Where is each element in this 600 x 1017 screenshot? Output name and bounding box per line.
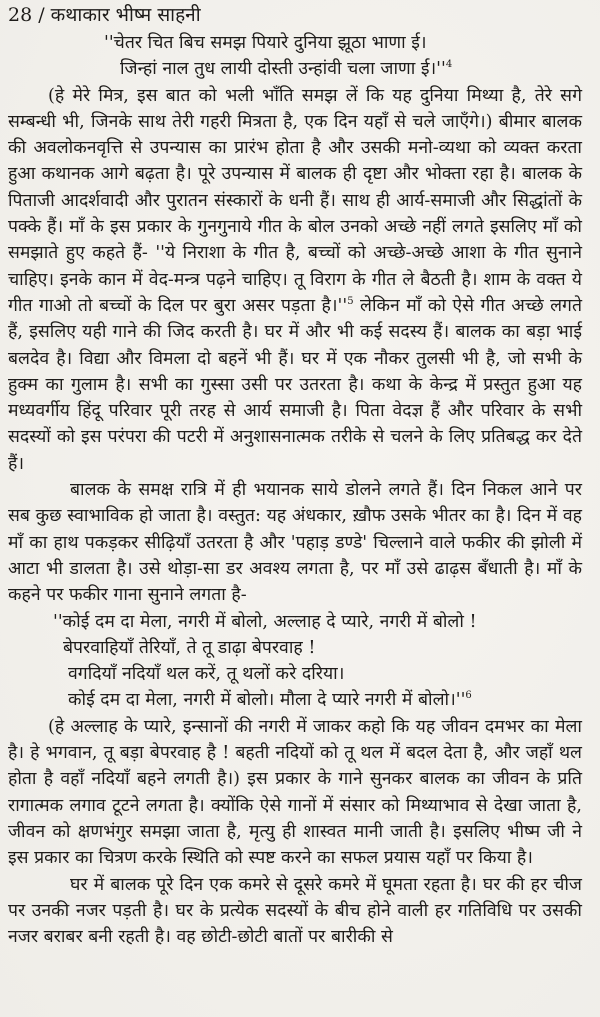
paragraph-1	[8, 83, 582, 477]
footnote-ref: 5	[347, 296, 354, 308]
footnote-ref: 6	[465, 690, 472, 702]
verse1-line2	[8, 56, 582, 82]
verse2-line2: बेपरवाहियाँ तेरियाँ, ते तू डाढ़ा बेपरवाह !	[63, 637, 316, 658]
page-number: 28	[8, 4, 33, 26]
running-title: कथाकार भीष्म साहनी	[50, 4, 201, 26]
page-header	[8, 2, 582, 30]
verse2-line3: वगदियाँ नदियाँ थल करें, तू थलों करे दरिया।	[68, 664, 345, 685]
paragraph-2: बालक के समक्ष रात्रि में ही भयानक साये डोलने लगते हैं। दिन निकल आने पर सब कुछ स्वाभाविक हो जाता है। वस्तुत: यह अंधकार, ख़ौफ उसके भीतर का है। दिन में वह माँ का हाथ पकड़कर सीढ़ियाँ उतरता है और 'पहाड़ डण्डे' चिल्लाने वाले फकीर की झोली में आटा भी डालता है। उसे थोड़ा-सा डर अवश्य लगता है, पर माँ उसे ढाढ़स बँधाती है। माँ के कहने पर फकीर गाना सुनाने लगता है-	[8, 480, 582, 606]
footnote-ref: 4	[445, 59, 453, 71]
paragraph-3: (हे अल्लाह के प्यारे, इन्सानों की नगरी में जाकर कहो कि यह जीवन दमभर का मेला है। हे भगवान, तू बड़ा बेपरवाह है ! बहती नदियों को तू थल में बदल देता है, और जहाँ थल होता है वहाँ नदियाँ बहने लगती है।) इस प्रकार के गाने सुनकर बालक का जीवन के प्रति रागात्मक लगाव टूटने लगता है। क्योंकि ऐसे गानों में संसार को मिथ्याभाव से देखा जाता है, जीवन को क्षणभंगुर समझा जाता है, मृत्यु ही शास्वत मानी जाती है। इसलिए भीष्म जी ने इस प्रकार का चित्रण करके स्थिति को स्पष्ट करने का सफल प्रयास यहाँ पर किया है।	[8, 716, 582, 869]
paragraph-1-text: (हे मेरे मित्र, इस बात को भली भाँति समझ लें कि यह दुनिया मिथ्या है, तेरे सगे सम्बन्धी भी, जिनके साथ तेरी गहरी मित्रता है, एक दिन यहाँ से चले जाएँगे।) बीमार बालक की अवलोकनवृत्ति से उपन्यास का प्रारंभ होता है और उसकी मनो-व्यथा को व्यक्त करता हुआ कथानक आगे बढ़ता है। पूरे उपन्यास में बालक ही दृष्टा और भोक्ता रहा है। बालक के पिताजी आदर्शवादी और पुरातन संस्कारों के धनी हैं। साथ ही आर्य-समाजी और सिद्धांतों के पक्के हैं। माँ के इस प्रकार के गुनगुनाये गीत के बोल उनको अच्छे नहीं लगते इसलिए माँ को समझाते हुए कहते हैं- ''ये निराशा के गीत है, बच्चों को अच्छे-अच्छे आशा के गीत सुनाने चाहिए। इनके कान में वेद-मन्त्र पढ़ने चाहिए। तू विराग के गीत ले बैठती है। शाम के वक्त ये गीत गाओ तो बच्चों के दिल पर बुरा असर पड़ता है।''	[8, 85, 582, 316]
verse1-line2-text: जिन्हां नाल तुध लायी दोस्ती उन्हांवी चला जाणा ई।''	[120, 59, 446, 80]
paragraph-4: घर में बालक पूरे दिन एक कमरे से दूसरे कमरे में घूमता रहता है। घर की हर चीज पर उनकी नजर पड़ती है। घर के प्रत्येक सदस्यों के बीच होने वाली हर गतिविधि पर उसकी नजर बराबर बनी रहती है। वह छोटी-छोटी बातों पर बारीकी से	[8, 874, 582, 948]
verse1-line1: ''चेतर चित बिच समझ पियारे दुनिया झूठा भाणा ई।	[104, 33, 427, 53]
verse2-line1: ''कोई दम दा मेला, नगरी में बोलो, अल्लाह दे प्यारे, नगरी में बोलो !	[53, 611, 477, 632]
verse2-line4	[8, 687, 582, 713]
paragraph-1-tail: लेकिन माँ को ऐसे गीत अच्छे लगते हैं, इसलिए यही गाने की जिद करती है। घर में और भी कई सदस्य हैं। बालक का बड़ा भाई बलदेव है। विद्या और विमला दो बहनें भी हैं। घर में एक नौकर तुलसी भी है, जो सभी के हुक्म का गुलाम है। सभी का गुस्सा उसी पर उतरता है। कथा के केन्द्र में प्रस्तुत हुआ यह मध्यवर्गीय हिंदू परिवार पूरी तरह से आर्य समाजी है। पिता वेदज्ञ हैं और परिवार के सभी सदस्यों को इस परंपरा की पटरी में अनुशासनात्मक तरीके से चलने के लिए प्रतिबद्ध कर देते हैं।	[8, 295, 582, 474]
header-separator: /	[32, 4, 51, 26]
verse2-line4-text: कोई दम दा मेला, नगरी में बोलो। मौला दे प्यारे नगरी में बोलो।''	[68, 690, 466, 711]
